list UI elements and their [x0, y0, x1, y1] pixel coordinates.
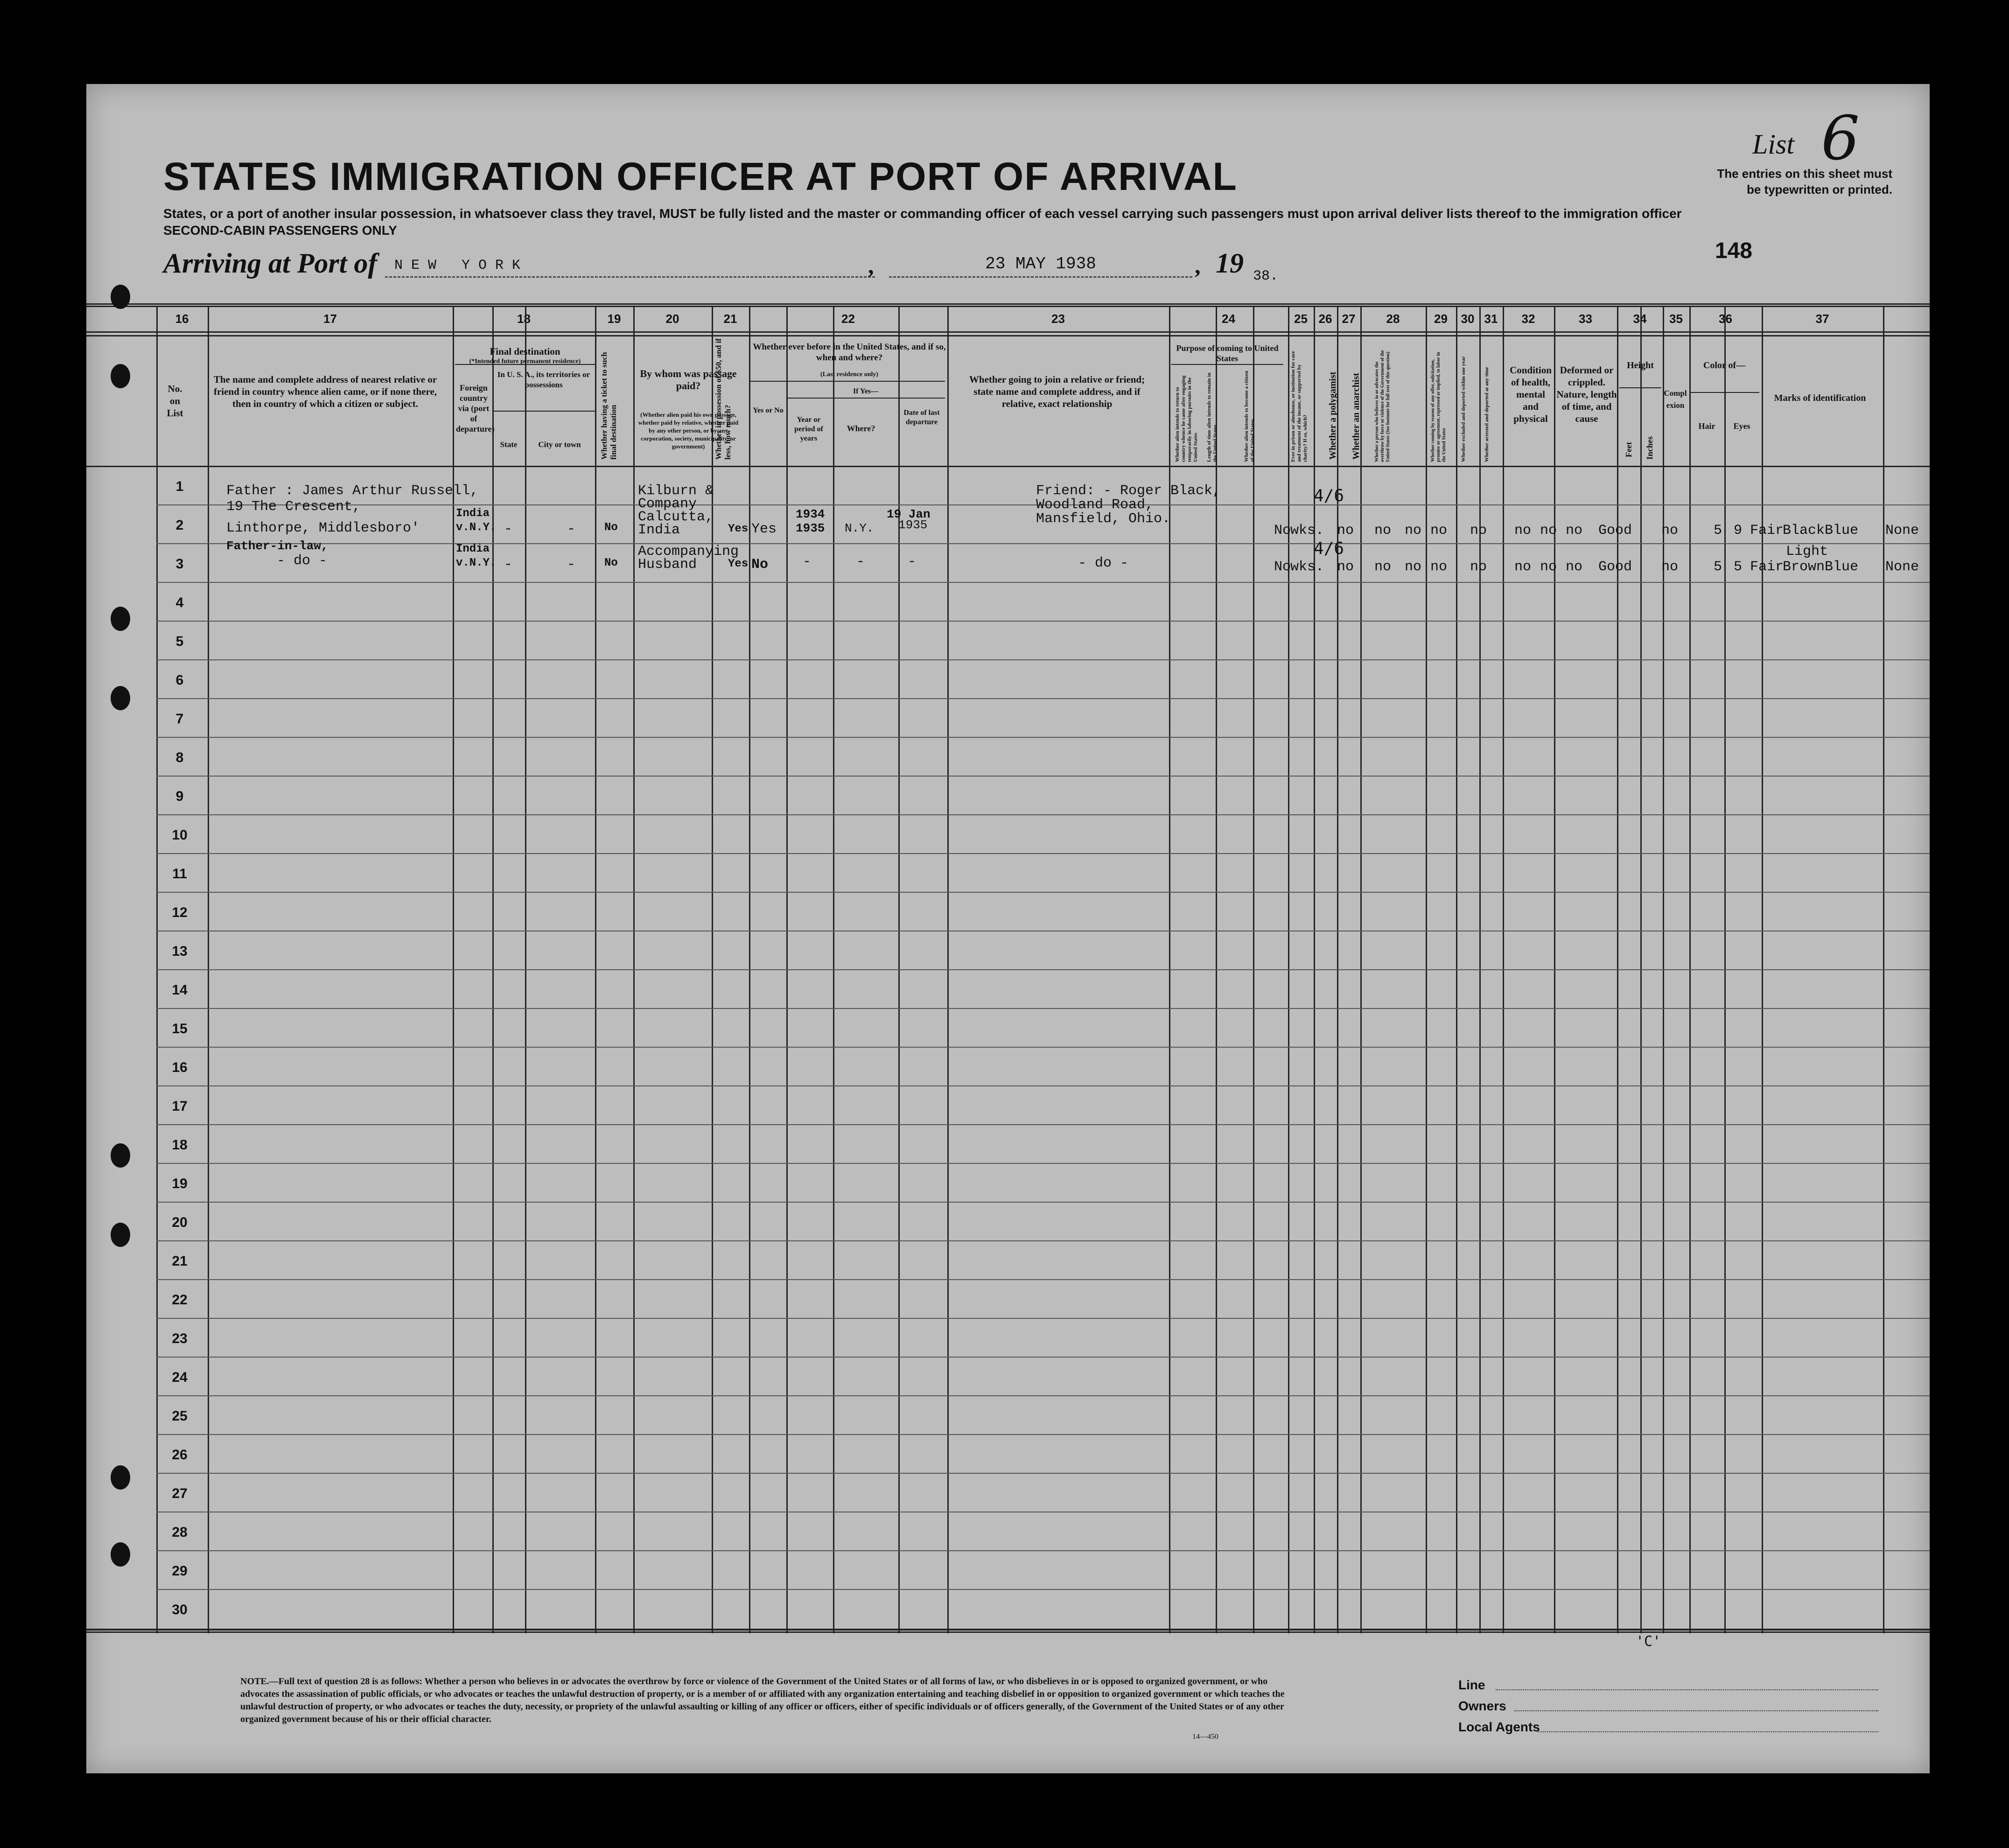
join-1: - do - — [1036, 555, 1129, 571]
column-number: 33 — [1579, 312, 1592, 326]
row-number: 29 — [172, 1563, 188, 1579]
agents-field — [1538, 1731, 1878, 1732]
column-number: 23 — [1051, 312, 1065, 326]
column-number: 28 — [1386, 312, 1400, 326]
row-number: 2 — [175, 518, 184, 533]
binder-hole — [111, 607, 130, 631]
ever-before: Yes — [751, 521, 777, 537]
column-number: 24 — [1222, 312, 1235, 326]
column-number: 16 — [175, 312, 189, 326]
page-number: 148 — [1715, 238, 1752, 263]
inches: 5 — [1734, 559, 1743, 575]
row-rule — [156, 1124, 1930, 1125]
row-number: 8 — [175, 750, 184, 765]
q28: no — [1470, 559, 1487, 575]
purpose-b: wks. — [1290, 559, 1324, 575]
state: - — [504, 521, 513, 537]
header-yes-no: Yes or No — [753, 406, 784, 414]
column-number: 21 — [723, 312, 737, 326]
row-rule — [156, 1395, 1930, 1396]
binder-hole — [111, 1143, 130, 1168]
q27: no — [1430, 559, 1448, 575]
header-where: Where? — [847, 424, 875, 433]
foreign-country: India — [456, 507, 490, 520]
q30: no — [1540, 523, 1557, 539]
line-label: Line — [1458, 1678, 1485, 1692]
purpose-b: wks. — [1290, 523, 1324, 539]
row-number: 28 — [172, 1525, 188, 1540]
relative-address: Father-in-law, — [226, 539, 329, 553]
row-number: 22 — [172, 1292, 188, 1308]
purpose-b-top: 4/6 — [1314, 486, 1344, 505]
city: - — [567, 521, 576, 537]
row-number: 17 — [172, 1099, 188, 1114]
state: - — [504, 557, 513, 573]
header-foreign-country: Foreign country via (port of departure) — [456, 383, 495, 434]
row-rule — [156, 1434, 1930, 1435]
header-anarchist: Whether an anarchist — [1351, 373, 1361, 460]
q29: no — [1514, 559, 1532, 575]
relative-address-2: 19 The Crescent, — [226, 499, 361, 515]
row-rule — [156, 1279, 1930, 1280]
row-number: 16 — [172, 1060, 188, 1075]
row-rule — [156, 814, 1930, 815]
header-purpose: Purpose of coming to United States — [1176, 343, 1279, 363]
join-2: Woodland Road, — [1036, 497, 1154, 513]
column-number: 32 — [1521, 312, 1535, 326]
column-number: 22 — [841, 312, 855, 326]
via-port: v.N.Y. — [456, 557, 497, 569]
marks: None — [1885, 559, 1919, 575]
year-1: 1934 — [796, 507, 825, 521]
header-complexion: Complexion — [1664, 389, 1687, 410]
q26: no — [1405, 559, 1422, 575]
passage-paid-1: Kilburn & — [638, 483, 714, 499]
eyes: Blue — [1825, 523, 1859, 539]
row-rule — [156, 1202, 1930, 1203]
row-number: 26 — [172, 1447, 188, 1463]
header-q28: Whether a person who believes in or advocates the overthrow by force or violence of the Government of the United States (See footnote for full text of this question) — [1374, 350, 1391, 462]
header-possession-50: Whether in possession of $50, and if less, how much? — [714, 338, 732, 460]
row-rule — [156, 969, 1930, 970]
row-rule — [156, 737, 1930, 738]
owners-label: Owners — [1458, 1699, 1506, 1713]
inches: 9 — [1734, 523, 1743, 539]
join-3: Mansfield, Ohio. — [1036, 511, 1171, 527]
header-prison: Ever in prison or almshouse, or institution for care and treatment of the insane, or supported by charity? If so, which? — [1290, 351, 1308, 462]
arrival-date: 23 MAY 1938 — [985, 254, 1096, 273]
row-rule — [156, 1550, 1930, 1551]
owners-field — [1514, 1710, 1878, 1711]
row-number: 27 — [172, 1486, 188, 1501]
row-number: 1 — [175, 479, 184, 494]
column-number: 26 — [1318, 312, 1332, 326]
row-number: 21 — [172, 1253, 188, 1269]
health: Good — [1598, 523, 1632, 539]
header-year-period: Year or period of years — [794, 416, 823, 442]
binder-hole — [111, 1542, 130, 1567]
purpose-a: No — [1274, 559, 1291, 575]
header-eyes: Eyes — [1733, 421, 1750, 431]
typewritten-note: The entries on this sheet must be typewritten or printed. — [1717, 167, 1892, 196]
header-join-relative: Whether going to join a relative or friend; state name and complete address, and if relative, exact relationship — [969, 374, 1145, 409]
health: Good — [1598, 559, 1632, 575]
header-height: Height — [1627, 360, 1654, 371]
date-field — [889, 254, 1192, 278]
row-rule — [156, 543, 1930, 544]
arriving-label: Arriving at Port of — [163, 248, 378, 279]
header-if-yes: If Yes— — [853, 387, 879, 395]
via-port: v.N.Y. — [456, 521, 497, 534]
header-q31: Whether arrested and deported at any time — [1484, 367, 1490, 462]
header-ticket: Whether having a ticket to such final destination — [600, 352, 618, 460]
binder-hole — [111, 686, 130, 710]
possession-50: Yes — [728, 558, 749, 570]
passage-paid-2: Husband — [638, 557, 697, 573]
column-number: 34 — [1633, 312, 1647, 326]
row-number: 24 — [172, 1370, 188, 1385]
header-purpose-a: Whether alien intends to return to country whence he came after engaging temporarily in laboring pursuits in the United States — [1175, 375, 1198, 462]
row-number: 10 — [172, 827, 188, 843]
row-rule — [156, 1357, 1930, 1358]
form-code: 14—450 — [1192, 1733, 1218, 1741]
where: - — [856, 554, 865, 570]
departure-1: 19 Jan — [887, 507, 931, 521]
row-number: 7 — [175, 711, 184, 727]
class-line: SECOND-CABIN PASSENGERS ONLY — [163, 223, 397, 238]
row-rule — [156, 698, 1930, 699]
passage-paid-2: Company — [638, 496, 697, 512]
header-passage-note: (Whether alien paid his own passage, whether paid by relative, whether paid by any other person, or by any corporation, society, municipality, or government) — [638, 411, 739, 450]
row-number: 12 — [172, 905, 188, 920]
row-rule — [156, 1318, 1930, 1319]
row-number: 15 — [172, 1021, 188, 1036]
row-rule — [156, 1047, 1930, 1048]
hair-top: Light — [1786, 544, 1828, 560]
row-rule — [156, 582, 1930, 583]
city: - — [567, 557, 576, 573]
year-1: - — [803, 554, 812, 570]
column-number: 36 — [1719, 312, 1732, 326]
relative-address: Father : James Arthur Russell, — [226, 483, 479, 499]
row-number: 3 — [175, 556, 184, 572]
year-2: 1935 — [796, 521, 825, 535]
marks: None — [1885, 523, 1919, 539]
relative-address-3: Linthorpe, Middlesboro' — [226, 520, 420, 536]
header-hair: Hair — [1698, 421, 1715, 431]
departure-2: 1935 — [898, 518, 928, 532]
row-rule — [156, 659, 1930, 660]
port-field: N E W Y O R K — [385, 258, 875, 278]
row-rule — [156, 776, 1930, 777]
q30: no — [1540, 559, 1557, 575]
header-in-usa: In U. S. A., its territories or possessions — [497, 370, 590, 389]
passage-paid-3: Calcutta, — [638, 509, 714, 525]
column-number: 35 — [1669, 312, 1683, 326]
row-number: 13 — [172, 944, 188, 959]
deformed: no — [1661, 523, 1679, 539]
header-purpose-c: Whether alien intends to become a citizen of the United States — [1244, 371, 1255, 462]
header-date-departure: Date of last departure — [903, 409, 940, 426]
header-q29: Whether coming by reason of any offer, solicitation, promise or agreement, expressed or implied, to labor in the United States — [1430, 352, 1447, 462]
row-number: 25 — [172, 1408, 188, 1424]
row-rule — [156, 1085, 1930, 1086]
header-nearest-relative: The name and complete address of nearest relative or friend in country whence alien came, or if none there, then in country of which a citizen or subject. — [213, 374, 437, 409]
q25: no — [1374, 559, 1392, 575]
list-label: List — [1752, 129, 1794, 160]
column-number: 17 — [323, 312, 337, 326]
possession-50: Yes — [728, 523, 749, 535]
year-prefix: 19 — [1216, 248, 1244, 279]
header-final-destination: Final destination — [490, 346, 560, 357]
header-state: State — [500, 440, 518, 449]
complexion: Fair — [1750, 559, 1784, 575]
header-last-residence: (Last residence only) — [820, 371, 879, 378]
row-rule — [156, 1240, 1930, 1241]
row-number: 11 — [172, 866, 187, 882]
row-number: 30 — [172, 1602, 188, 1617]
q28: no — [1470, 523, 1487, 539]
header-no-on-list: No. on List — [167, 383, 183, 419]
ticket: No — [604, 521, 618, 534]
header-deformed: Deformed or crippled. Nature, length of time, and cause — [1556, 364, 1617, 424]
binder-hole — [111, 1223, 130, 1247]
ever-before: No — [751, 557, 769, 573]
year-suffix: 38. — [1253, 268, 1279, 284]
header-q30: Whether excluded and deported within one year — [1461, 356, 1466, 462]
header-ever-before: Whether ever before in the United States, and if so, when and where? — [753, 342, 946, 363]
passage-paid-1: Accompanying — [638, 544, 739, 560]
manifest-sheet: STATES IMMIGRATION OFFICER AT PORT OF ARRIVAL States, or a port of another insular possession, in whatsoever class they travel, MUST be fully listed and the master or commanding officer of each vessel carrying such passengers must upon arrival deliver lists thereof to the immigration officer SECOND-CABIN PASSENGERS ONLY List 6 The entries on this sheet must be typewritten or printed. 148 Arriving at Port of N E W Y O R K , 23 MAY 1938 , 19 38. 16 17 18 19 20 21 22 23 24 25 26 27 28 29 30 31 32 33 34 35 36 37 No. on List The name and complete address of nearest relative or friend in country whence alien came, or if none there, then in country of which a citizen or subject. Final destination (*Intended future permanent residence) Foreign country via (port of departure) In U. S. A., its territories or possessions State City or town Whether having a ticket to such final destination By whom was passage paid? (Whether alien paid his own passage, whether paid by relative, whether paid by any other person, or by any corporation, society, municipality, or government) Whether in possession of $50, and if less, how much? Whether ever before in the United States, and if so, when and where? (Last residence only) If Yes— Yes or No Year or period of years Where? Date of last departure Whether going to join a relative or friend; state name and complete address, and if relative, exact relationship Purpose of coming to United States Whether alien intends to return to country whence he came after engaging temporarily in laboring pursuits in the United States Length of time alien intends to remain in the United States Whether alien intends to become a citizen of the United States Ever in prison or almshouse, or institution for care and treatment of the insane, or supported by charity? If so, which? Whether a polygamist Whether an anarchist Whether a person who believes in or advocates the overthrow by force or violence of the Government of the United States (See footnote for full text of this question) Whether coming by reason of any offer, solicitation, promise or agreement, expressed or implied, to labor in the United States Whether excluded and deported within one year Whether arrested and deported at any time Condition of health, mental and physical Deformed or crippled. Nature, length of time, and cause Height Feet Inches Complexion Color of— Hair Eyes Marks of identification 1 2 3 4 5 6 7 8 9 10 11 12 13 14 15 16 17 18 19 20 21 22 23 24 25 26 27 28 29 30 Father : James Arthur Russell, 19 The Crescent, Linthorpe, Middlesboro' India v.N.Y. - - No Kilburn & Company Calcutta, India Yes Yes 1934 1935 N.Y. 19 Jan 1935 Friend: - Roger Black, Woodland Road, Mansfield, Ohio. No 4/6 wks. no no no no no no no no Good no 5 9 Fair Black Blue None Father-in-law, - do - India v.N.Y. - - No Accompanying Husband Yes No - - - - do - No 4/6 wks. no no no no no no no no Good no 5 5 Fair Light Brown Blue None NOTE.—Full text of question 28 is as follows: Whether a person who believes in or advocates the overthrow by force or violence of the Government of the United States or of all forms of law, or who disbelieves in or is opposed to organized government, or who advocates the assassination of public officials, or who advocates or teaches the unlawful destruction of property, or is a member of or affiliated with any organization entertaining and teaching disbelief in or opposition to organized government or which teaches the unlawful destruction of property, or who advocates or teaches the duty, necessity, or propriety of the unlawful assaulting or killing of any officer or officers, either of specific individuals or of officers generally, of the Government of the United States or of any other organized government because of his or their official character. 14—450 'C' Line Owners Local Agents — [86, 84, 1930, 1773]
where: N.Y. — [845, 521, 874, 535]
q27: no — [1430, 523, 1448, 539]
header-purpose-b: Length of time alien intends to remain in the United States — [1206, 372, 1218, 462]
header-marks: Marks of identification — [1774, 393, 1866, 403]
column-number: 30 — [1461, 312, 1475, 326]
complexion: Fair — [1750, 523, 1784, 539]
header-final-destination-note: (*Intended future permanent residence) — [469, 358, 581, 365]
row-number: 19 — [172, 1176, 188, 1191]
footnote-q28: NOTE.—Full text of question 28 is as follows: Whether a person who believes in or advocates the overthrow by force or violence of the Government of the United States or of all forms of law, or who disbelieves in or is opposed to organized government, or who advocates the assassination of public officials, or who advocates or teaches the unlawful destruction of property, or is a member of or affiliated with any organization entertaining and teaching disbelief in or opposition to organized government or which teaches the unlawful destruction of property, or who advocates or teaches the duty, necessity, or propriety of the unlawful assaulting or killing of any officer or officers, either of specific individuals or of officers generally, of the Government of the United States or of any other organized government because of his or their official character. — [240, 1676, 1285, 1724]
agents-label: Local Agents — [1458, 1720, 1540, 1734]
column-number: 19 — [607, 312, 621, 326]
binder-hole — [111, 1465, 130, 1490]
row-rule — [156, 853, 1930, 854]
header-feet: Feet — [1624, 442, 1633, 457]
passage-paid-4: India — [638, 522, 680, 538]
row-rule — [156, 1008, 1930, 1009]
row-number: 5 — [175, 634, 184, 649]
row-number: 23 — [172, 1331, 188, 1346]
purpose-c: no — [1337, 559, 1354, 575]
row-rule — [156, 1163, 1930, 1164]
column-number: 31 — [1484, 312, 1498, 326]
purpose-b-top: 4/6 — [1314, 539, 1344, 558]
column-number: 27 — [1342, 312, 1356, 326]
row-rule — [156, 621, 1930, 622]
column-number: 37 — [1815, 312, 1829, 326]
header-city: City or town — [538, 440, 581, 449]
column-number: 20 — [665, 312, 679, 326]
q25: no — [1374, 523, 1392, 539]
header-color-of: Color of— — [1703, 360, 1746, 371]
feet: 5 — [1714, 523, 1722, 539]
row-number: 14 — [172, 982, 188, 998]
row-rule — [156, 1589, 1930, 1590]
hair: Brown — [1783, 559, 1825, 575]
binder-hole — [111, 285, 130, 309]
row-number: 20 — [172, 1215, 188, 1230]
column-number: 29 — [1434, 312, 1448, 326]
relative-address-2: - do - — [226, 553, 328, 569]
column-number: 25 — [1294, 312, 1308, 326]
binder-hole — [111, 364, 130, 388]
row-number: 18 — [172, 1137, 188, 1153]
row-rule — [156, 892, 1930, 893]
join-1: Friend: - Roger Black, — [1036, 483, 1221, 499]
departure-1: - — [908, 554, 917, 570]
deformed: no — [1661, 559, 1679, 575]
foreign-country: India — [456, 543, 490, 555]
column-number: 18 — [517, 312, 531, 326]
stamp-c: 'C' — [1636, 1633, 1661, 1650]
ticket: No — [604, 557, 618, 569]
purpose-c: no — [1337, 523, 1354, 539]
eyes: Blue — [1825, 559, 1859, 575]
feet: 5 — [1714, 559, 1722, 575]
q31: no — [1566, 523, 1583, 539]
line-field — [1496, 1689, 1878, 1690]
row-number: 4 — [175, 595, 184, 610]
q29: no — [1514, 523, 1532, 539]
header-passage-paid: By whom was passage paid? — [640, 368, 737, 392]
list-number: 6 — [1821, 103, 1860, 174]
row-rule — [156, 1473, 1930, 1474]
q26: no — [1405, 523, 1422, 539]
page-title: STATES IMMIGRATION OFFICER AT PORT OF ARRIVAL — [163, 154, 1238, 198]
row-number: 9 — [175, 789, 184, 804]
q31: no — [1566, 559, 1583, 575]
instruction-text: States, or a port of another insular possession, in whatsoever class they travel, MUST be fully listed and the master or commanding officer of each vessel carrying such passengers must upon arrival deliver lists thereof to the immigration officer — [163, 206, 1682, 221]
hair: Black — [1783, 523, 1825, 539]
header-health: Condition of health, mental and physical — [1510, 364, 1552, 424]
header-polygamist: Whether a polygamist — [1328, 371, 1338, 460]
purpose-a: No — [1274, 523, 1291, 539]
row-number: 6 — [175, 672, 184, 688]
header-inches: Inches — [1645, 436, 1654, 460]
